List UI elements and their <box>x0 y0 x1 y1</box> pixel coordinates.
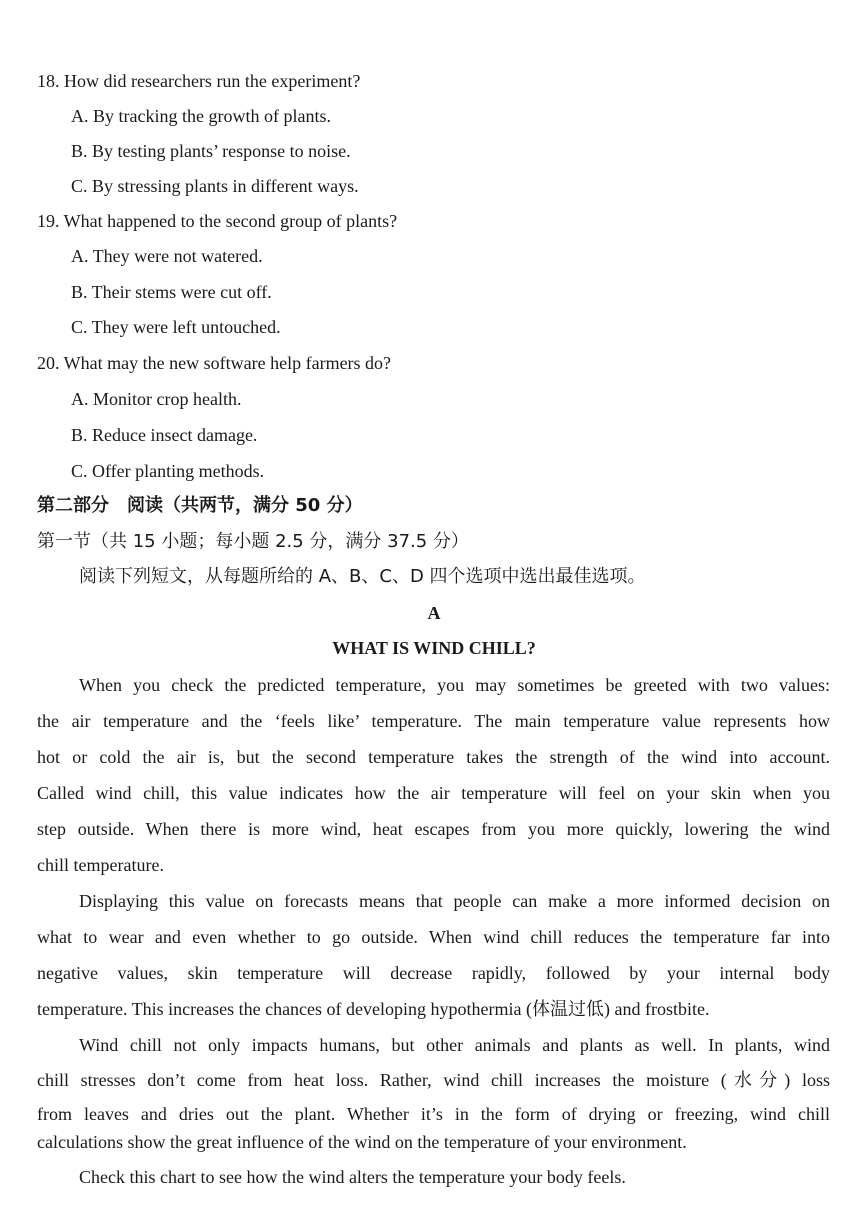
question-18-stem: 18. How did researchers run the experiment? <box>37 71 361 91</box>
paragraph-1-line: chill temperature. <box>37 855 164 875</box>
question-20-option-a: A. Monitor crop health. <box>71 389 242 409</box>
paragraph-2-line: temperature. This increases the chances of developing hypothermia (体温过低) and frostbite. <box>37 999 710 1019</box>
question-19-option-b: B. Their stems were cut off. <box>71 282 272 302</box>
paragraph-1-line: Called wind chill, this value indicates how the air temperature will feel on your skin when you <box>37 783 830 803</box>
question-18-option-c: C. By stressing plants in different ways. <box>71 176 359 196</box>
paragraph-4-line: Check this chart to see how the wind alters the temperature your body feels. <box>79 1167 626 1187</box>
question-20-option-c: C. Offer planting methods. <box>71 461 265 481</box>
part-heading: 第二部分 阅读（共两节，满分 50 分） <box>37 495 363 516</box>
paragraph-1-line: hot or cold the air is, but the second temperature takes the strength of the wind into account. <box>37 747 830 767</box>
question-19-option-c: C. They were left untouched. <box>71 317 281 337</box>
paragraph-3-line: chill stresses don’t come from heat loss. Rather, wind chill increases the moisture (水分) loss <box>37 1070 830 1090</box>
reading-instruction: 阅读下列短文，从每题所给的 A、B、C、D 四个选项中选出最佳选项。 <box>79 566 646 587</box>
paragraph-3-line: from leaves and dries out the plant. Whether it’s in the form of drying or freezing, wind chill <box>37 1104 830 1124</box>
question-18-option-b: B. By testing plants’ response to noise. <box>71 141 351 161</box>
section-heading: 第一节（共 15 小题；每小题 2.5 分，满分 37.5 分） <box>37 531 469 552</box>
paragraph-2-line: Displaying this value on forecasts means that people can make a more informed decision on <box>79 891 830 911</box>
paragraph-2-line: negative values, skin temperature will decrease rapidly, followed by your internal body <box>37 963 830 983</box>
paragraph-2-line: what to wear and even whether to go outside. When wind chill reduces the temperature far into <box>37 927 830 947</box>
passage-letter: A <box>427 603 441 623</box>
question-20-option-b: B. Reduce insect damage. <box>71 425 258 445</box>
passage-title: WHAT IS WIND CHILL? <box>332 638 536 658</box>
paragraph-1-line: step outside. When there is more wind, heat escapes from you more quickly, lowering the wind <box>37 819 830 839</box>
question-20-stem: 20. What may the new software help farmers do? <box>37 353 392 373</box>
paragraph-3-line: calculations show the great influence of the wind on the temperature of your environment. <box>37 1132 687 1152</box>
paragraph-3-line: Wind chill not only impacts humans, but other animals and plants as well. In plants, wind <box>79 1035 830 1055</box>
question-19-stem: 19. What happened to the second group of plants? <box>37 211 398 231</box>
question-18-option-a: A. By tracking the growth of plants. <box>71 106 331 126</box>
paragraph-1-line: When you check the predicted temperature, you may sometimes be greeted with two values: <box>79 675 830 695</box>
question-19-option-a: A. They were not watered. <box>71 246 263 266</box>
paragraph-1-line: the air temperature and the ‘feels like’ temperature. The main temperature value represents how <box>37 711 830 731</box>
